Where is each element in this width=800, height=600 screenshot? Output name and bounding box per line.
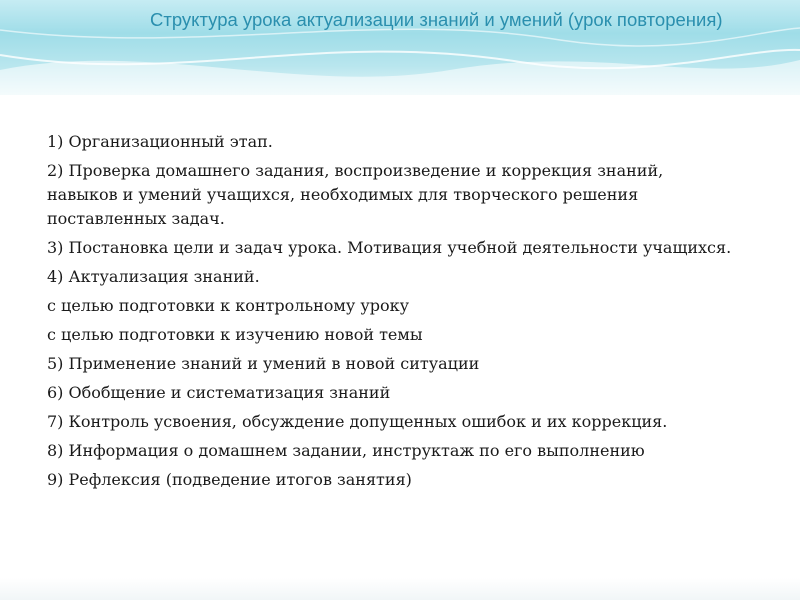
list-item: 5) Применение знаний и умений в новой ситуации bbox=[47, 354, 480, 373]
content-list bbox=[47, 130, 737, 497]
list-item: с целью подготовки к изучению новой темы bbox=[47, 325, 423, 344]
list-item: 3) Постановка цели и задач урока. Мотивация учебной деятельности учащихся. bbox=[47, 238, 732, 257]
list-item: 1) Организационный этап. bbox=[47, 132, 273, 151]
slide-title: Структура урока актуализации знаний и умений (урок повторения) bbox=[150, 9, 723, 30]
list-item: 7) Контроль усвоения, обсуждение допущенных ошибок и их коррекция. bbox=[47, 412, 668, 431]
header-band bbox=[0, 0, 800, 95]
list-item: 2) Проверка домашнего задания, воспроизведение и коррекция знаний, навыков и умений учащихся, необходимых для творческого решения поставленных задач. bbox=[47, 161, 664, 228]
list-item: 8) Информация о домашнем задании, инструктаж по его выполнению bbox=[47, 441, 645, 460]
list-item: 4) Актуализация знаний. bbox=[47, 267, 260, 286]
bottom-strip bbox=[0, 578, 800, 600]
list-item: 9) Рефлексия (подведение итогов занятия) bbox=[47, 470, 412, 489]
list-item: с целью подготовки к контрольному уроку bbox=[47, 296, 410, 315]
list-item: 6) Обобщение и систематизация знаний bbox=[47, 383, 391, 402]
